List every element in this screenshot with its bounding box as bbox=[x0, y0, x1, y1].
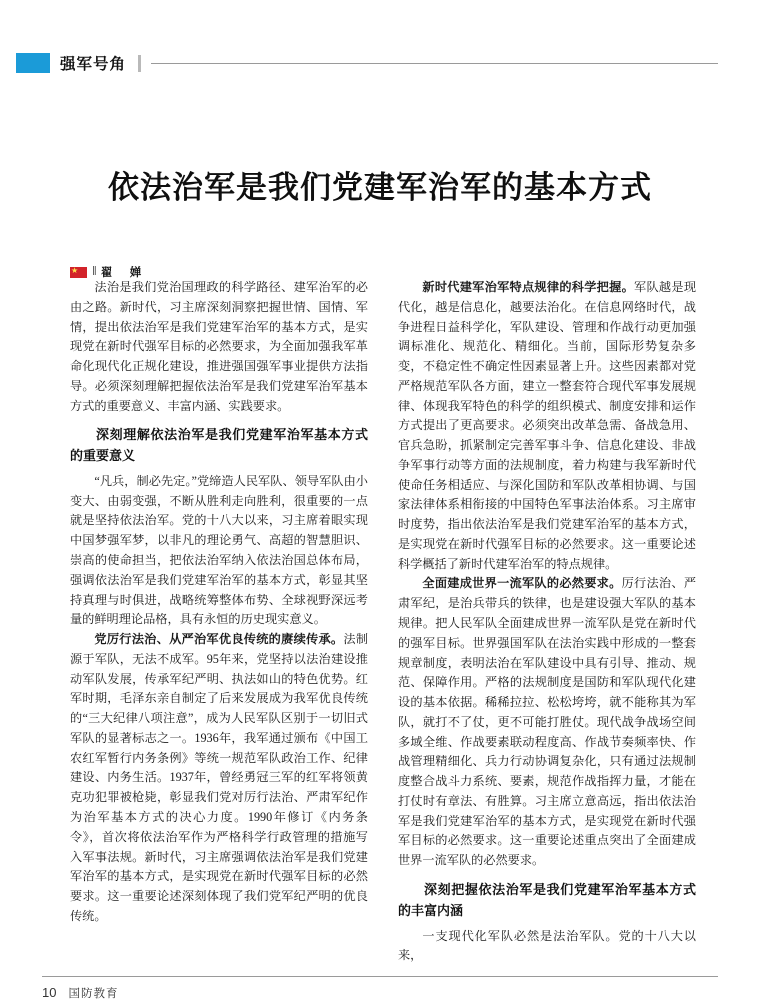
paragraph-lead: 新时代建军治军特点规律的科学把握。 bbox=[422, 280, 635, 294]
header-divider bbox=[138, 55, 141, 72]
article-body bbox=[70, 278, 697, 963]
paragraph-text: 厉行法治、严肃军纪，是治兵带兵的铁律，也是建设强大军队的基本规律。把人民军队全面建成世界一流军队是党在新时代的强军目标。世界强国军队在法治实践中形成的一整套规章制度，表明法治在军队建设中具有引导、推动、规范、保障作用。严格的法规制度是国防和军队现代化建设的基本依据。稀稀拉拉、松松垮垮，就不能称其为军队，就打不了仗，更不可能打胜仗。现代战争战场空间多域全维、作战要素联动程度高、作战节奏频率快、作战管理精细化、兵力行动协调复杂化，只有通过法规制度整合战斗力系统、要素，规范作战指挥力量，才能在打仗时有章法、有胜算。习主席立意高远，指出依法治军是我们党建军治军的基本方式，是实现党在新时代强军目标的必然要求。这一重要论述重点突出了全面建成世界一流军队的必然要求。 bbox=[398, 576, 697, 868]
paragraph bbox=[70, 630, 368, 926]
right-column bbox=[398, 278, 697, 963]
header-accent-bar bbox=[16, 53, 50, 73]
section-heading: 深刻理解依法治军是我们党建军治军基本方式的重要意义 bbox=[70, 427, 368, 464]
article-title: 依法治军是我们党建军治军的基本方式 bbox=[108, 170, 652, 205]
left-column bbox=[70, 278, 368, 946]
page-footer bbox=[42, 985, 118, 1001]
paragraph: 一支现代化军队必然是法治军队。党的十八大以来， bbox=[398, 928, 696, 963]
footer-section-label: 国防教育 bbox=[68, 988, 119, 1000]
section-heading: 深刻把握依法治军是我们党建军治军基本方式的丰富内涵 bbox=[398, 881, 696, 918]
paragraph-text: 法制源于军队，无法不成军。95年来，党坚持以法治建设推动军队发展，传承军纪严明、执法如山的特色优势。红军时期，毛泽东亲自制定了后来发展成为我军优良传统的“三大纪律八项注意”，成为人民军队区别于一切旧式军队的显著标志之一。1936年，我军通过颁布《中国工农红军暂行内务条例》等统一规范军队政治工作、纪律建设、内务生活。1937年，曾经勇冠三军的红军将领黄克功犯罪被枪毙，彰显我们党对厉行法治、严肃军纪作为治军基本方式的决心力度。1990年修订《内务条令》，首次将依法治军作为严格科学行政管理的措施写入军事法规。新时代，习主席强调依法治军是我们党建军治军的基本方式，是实现党在新时代强军目标的必然要求。这一重要论述深刻体现了我们党军纪严明的优良传统。 bbox=[70, 632, 369, 923]
page-header bbox=[0, 46, 760, 80]
paragraph: “凡兵，制必先定。”党缔造人民军队、领导军队由小变大、由弱变强，不断从胜利走向胜利，很重要的一点就是坚持依法治军。党的十八大以来，习主席着眼实现中国梦强军梦，以非凡的理论勇气、高超的智慧胆识、崇高的使命担当，把依法治军纳入依法治国总体布局，强调依法治军是我们党建军治军的基本方式，彰显其坚持真理与时俱进，战略统筹整体布势、全球视野深远考量的鲜明理论品格，具有永恒的历史现实意义。 bbox=[70, 473, 368, 627]
china-flag-icon bbox=[70, 267, 87, 278]
paragraph-text: 军队越是现代化，越是信息化，越要法治化。在信息网络时代，战争进程日益科学化，军队建设、管理和作战行动更加强调标准化、规范化、精细化。当前，国际形势复杂多变，不稳定性不确定性因素显著上升。这些因素都对党严格规范军队各方面，建立一整套符合现代军事发展规律、体现我军特色的科学的组织模式、制度安排和运作方式提出了更高要求。必须突出改革急需、备战急用、官兵急盼，抓紧制定完善军事斗争、信息化建设、非战争军事行动等方面的法规制度，着力构建与我军新时代使命任务相适应、与深化国防和军队改革相协调、与国家法律体系相衔接的中国特色军事法治体系。习主席审时度势，指出依法治军是我们党建军治军的基本方式，是实现党在新时代强军目标的必然要求。这一重要论述科学概括了新时代建军治军的特点规律。 bbox=[398, 280, 697, 571]
paragraph: 法治是我们党治国理政的科学路径、建军治军的必由之路。新时代，习主席深刻洞察把握世情、国情、军情，提出依法治军是我们党建军治军的基本方式，是实现党在新时代强军目标的必然要求，为全面加强我军革命化现代化正规化建设，推进强国强军事业提供方法指导。必须深刻理解把握依法治军是我们党建军治军基本方式的重要意义、丰富内涵、实践要求。 bbox=[70, 280, 368, 413]
paragraph bbox=[398, 278, 696, 574]
section-label: 强军号角 bbox=[60, 56, 127, 73]
paragraph-lead: 党厉行法治、从严治军优良传统的赓续传承。 bbox=[94, 632, 344, 647]
page-number: 10 bbox=[42, 985, 57, 1000]
paragraph bbox=[398, 574, 696, 870]
byline-author: 翟 婵 bbox=[100, 267, 145, 279]
header-rule bbox=[151, 63, 718, 64]
byline-separator: ‖ bbox=[92, 266, 97, 278]
paragraph-lead: 全面建成世界一流军队的必然要求。 bbox=[422, 576, 622, 591]
footer-rule bbox=[42, 976, 718, 977]
